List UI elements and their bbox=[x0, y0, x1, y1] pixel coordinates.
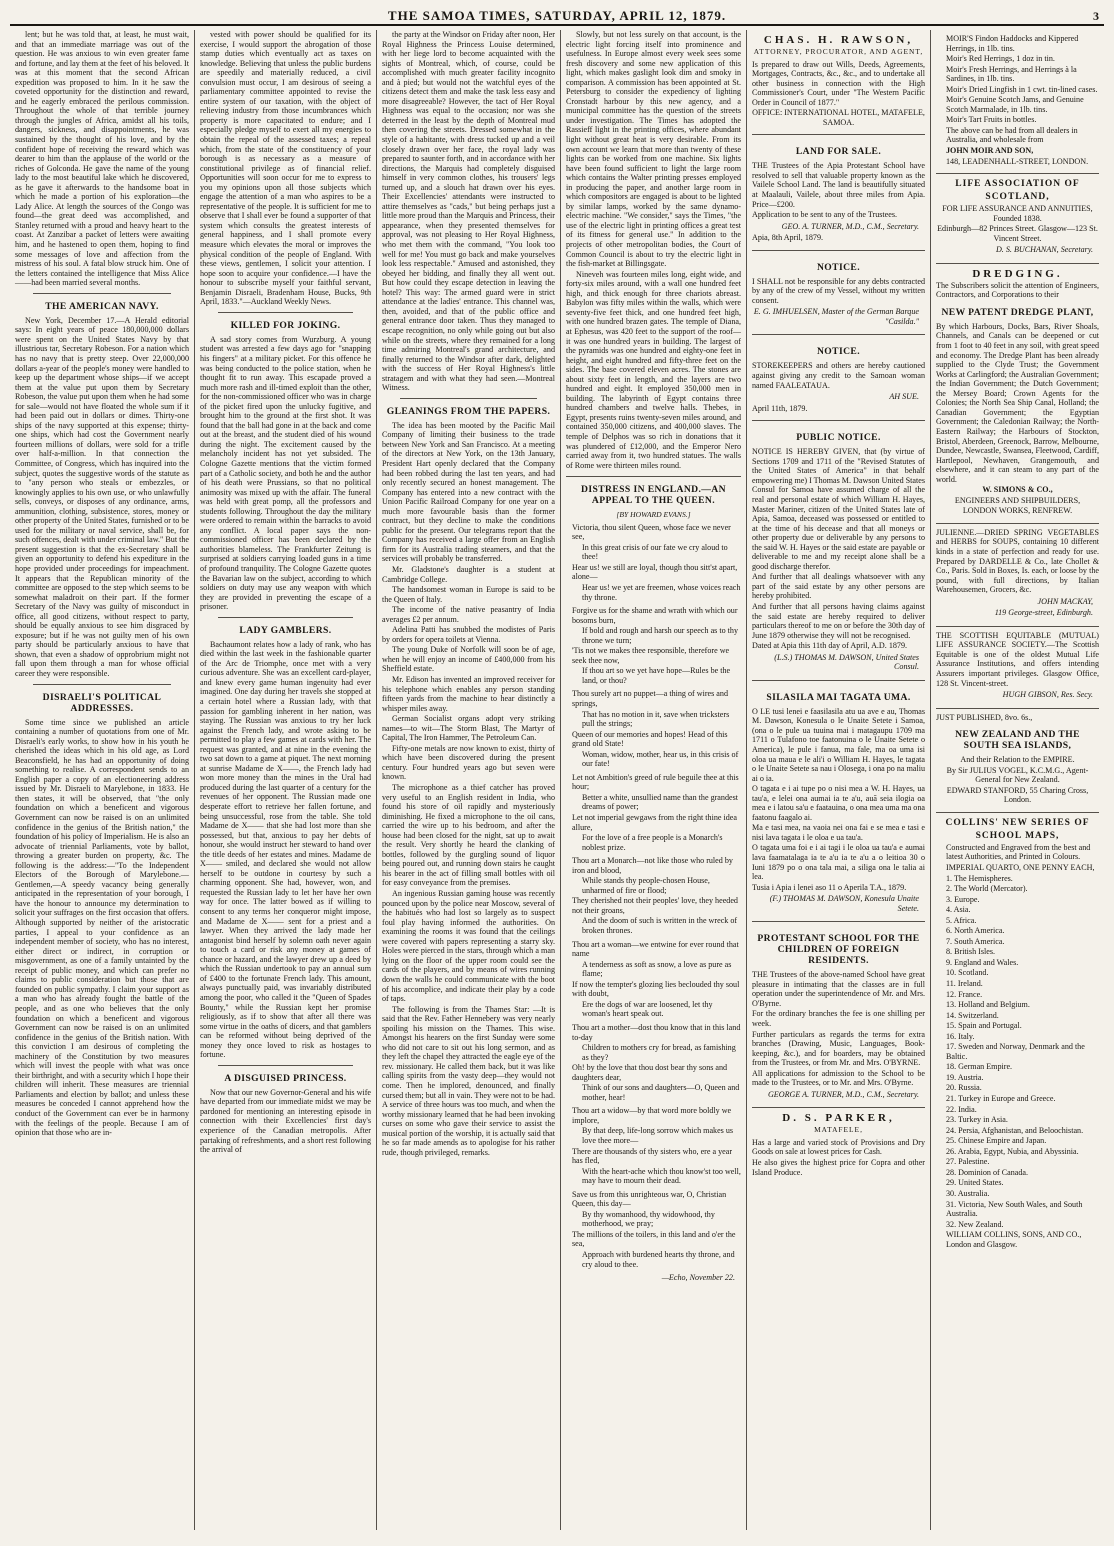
ad-date: April 11th, 1879. bbox=[752, 403, 808, 413]
article-paragraph: Nineveh was fourteen miles long, eight wide, and forty-six miles around, with a wall one hundred feet high, and thick enough for three chariots abreast. Babylon was fifty miles within the walls, which were seventy-five feet thick, and one hundred feet high, with one hundred brazen gates. The temple of Diana, at Ephesus, was 420 feet to the support of the roof—it was one hundred years in building. The largest of the pyramids was one hundred and eighty-one feet in height, and eight hundred and fifty-three feet on the sides. The base covered eleven acres. The stones are about sixty feet in length, and the layers are two hundred and eight. It employed 350,000 men in building. The labyrinth of Egypt contains three hundred chambers and twelve halls. Thebes, in Egypt, presents ruins twenty-seven miles around, and contained 350,000 citizens, and 400,000 slaves. The temple of Delphos was so rich in donations that it was plundered of £12,000, and the Emperor Nero carried away from it, two hundred statues. The walls of Rome were thirteen miles round. bbox=[566, 269, 741, 470]
ad-headline: PROTESTANT SCHOOL FOR THE CHILDREN OF FOREIGN RESIDENTS. bbox=[757, 933, 920, 967]
divider bbox=[400, 398, 537, 399]
poem-line: Woman, widow, mother, hear us, in this crisis of our fate! bbox=[582, 749, 739, 769]
ad-subtitle: IMPERIAL QUARTO, ONE PENNY EACH, bbox=[946, 863, 1095, 872]
list-item: 25. Chinese Empire and Japan. bbox=[946, 1136, 1047, 1146]
ad-signature: EDWARD STANFORD, 55 Charing Cross, London. bbox=[946, 785, 1089, 805]
list-item: 15. Spain and Portugal. bbox=[946, 1021, 1022, 1031]
ad-signature: E. G. IMHUELSEN, Master of the German Barque "Casilda." bbox=[753, 307, 919, 326]
ad-headline: SILASILA MAI TAGATA UMA. bbox=[766, 691, 911, 703]
list-item: 18. German Empire. bbox=[946, 1062, 1013, 1072]
poem-line: There are thousands of thy sisters who, ere a year has fled, bbox=[572, 1146, 733, 1166]
poem-line: That has no motion in it, save when tricksters pull the strings; bbox=[582, 709, 730, 729]
ad-signature: JOHN MACKAY, bbox=[1037, 596, 1093, 606]
article-continuation: vested with power should be qualified for its exercise, I would support the abrogation of those stamp duties which eventually act as taxes on knowledge. Believing that unless the public burdens are speedily and materially reduced, a civil convulsion must occur, I am desirous of seeing a parliamentary committee appointed to revise the entire system of our taxation, with the object of relieving industry from those incumbrances which property is more capacitated to endure; and I especially pledge myself to exert all my energies to obtain the repeal of the assessed taxes; a repeal which, from the state of the constituency of your borough is as necessary as a measure of constitutional privilege as of financial relief. Opportunities will soon occur for me to express to you my opinions upon all those subjects which engage the attention of a man who aspires to be a representative of the people. It is sufficient for me to observe that I shall ever be found a supporter of that system which consults the greatest interests of general happiness, and I shall promote every measure which elevates the moral or improves the physical condition of the people of England. With these views, gentlemen, I solicit your attention. I hope soon to acquire your confidence.—I have the honour to subscribe myself your faithful servant, Benjamin Disraeli, Bradenham House, Bucks, 9th April, 1833."—Auckland Weekly News. bbox=[200, 30, 371, 307]
list-item: 17. Sweden and Norway, Denmark and the Baltic. bbox=[946, 1042, 1085, 1061]
list-item: 27. Palestine. bbox=[946, 1157, 990, 1167]
gleaning-item: The microphone as a thief catcher has proved very useful to an English resident in India, who found his store of oil rapidly and mysteriously diminishing. He fixed a microphone to the oil cans, carried the wire up to his bedroom, and after the house had been closed for the night, sat up to await the result. Very shortly he heard the clanking of bottles, followed by the gurgling sound of liquor being poured out, and running down stairs he caught his bearer in the act of filling small bottles with oil for easy conveyance from the premises. bbox=[382, 783, 555, 888]
ad-body: For the ordinary branches the fee is one shilling per week. bbox=[752, 1009, 925, 1029]
ad-julienne bbox=[936, 524, 1099, 627]
article-continuation: the party at the Windsor on Friday after noon, Her Royal Highness the Princess Louise determined, with her liege lord to become acquainted with the sights of Montreal, which, of course, could be accomplished with much greater facility incognito and à pied; but would not the watchful eyes of the citizens detect them and make the task less easy and more disagreeable? However, the tact of Her Royal Highness was equal to the occasion; nor was she deterred in the least by the depth of Montreal mud then covering the streets. Dressed somewhat in the style of a habitante, with dress tucked up and a veil closely drawn over her face, the royal lady was prepared to saunter forth, and in accordance with her directions, the Marquis had completely disguised himself in very common clothes, his trousers' legs turned up, and a slouch hat drawn over his eyes. Their Excellencies' attendants were instructed to attire themselves as "cads," but being perhaps just a little more proud than the Marquis and Princess, their appearance, when they presented themselves for approval, was not pleasing to Her Royal Highness, who met them with the command, "You look too well for me! You must go back and make yourselves look less respectable." Amused and astonished, they obeyed her bidding, and finally they all went out. But how could they escape detection in leaving the hotel? This way: The armed guard were in strict attendance at the ladies' entrance. This channel was, then, avoided, and that of the public office and general entrance door taken. Thus they managed to escape recognition, no only while going out but also while on the streets, where they remained for a long time admiring Montreal's grand architecture, and finally returned to the Windsor after dark, delighted with the success of Her Royal Highness's little stratagem and with what they had seen.—Montreal Witness. bbox=[382, 30, 555, 393]
ad-body: THE Trustees of the above-named School have great pleasure in intimating that the classes are in full operation under the superintendence of Mr. and Mrs. O'Byrne. bbox=[752, 970, 925, 1008]
ad-signature: (F.) THOMAS M. DAWSON, Konesula Unaite Setete. bbox=[769, 894, 919, 913]
list-item: 30. Australia. bbox=[946, 1188, 990, 1198]
article-continuation: Slowly, but not less surely on that account, is the electric light forcing itself into prominence and usefulness. In Europe almost every week sees some fresh discovery and some new application of this light, which makes gaslight look dim and smoky in comparison. A commission has been appointed at St. Petersburg to consider the expediency of lighting Cronstadt harbour by this new agency, and a municipal committee has the question of the streets under investigation. The Times has adopted the Rassieff light in the printing offices, where abundant light without great heat is very desirable. From its own account we learn that more than twenty of these lights can be worked from one machine. Six lights have been found sufficient to light the large room which contains the Walter printing presses employed in producing the paper, and another large room in which compositors are engaged is about to be lighted by similar lamps, worked by the same dynamo-electric machine. "We consider," says the Times, "the use of the electric light in printing offices a great test of its fitness for general use." In addition to the projects of other metropolitan bodies, the Court of Common Council is about to try the electric light in the fish-market at Billingsgate. bbox=[566, 30, 741, 269]
ad-title: LIFE ASSOCIATION OF SCOTLAND, bbox=[955, 179, 1080, 203]
divider bbox=[33, 293, 171, 294]
ad-subtitle: ATTORNEY, PROCURATOR, AND AGENT, bbox=[753, 47, 924, 56]
ad-headline: LAND FOR SALE. bbox=[795, 146, 882, 158]
maps-list bbox=[936, 874, 1099, 1230]
ad-collins-maps bbox=[936, 813, 1099, 1256]
gleaning-item: The following is from the Thames Star: —It is said that the Rev. Father Hennebery was very nearly spoiling his mission on the Thames. This wise. Amongst his hearers on the first Sunday were some who did not care to sit out his long sermon, and as they left the chapel they attracted the eagle eye of the rev. missionary. He called them back, but it was like calling spirits from the vasty deep—they would not come. Then he implored, denounced, and finally cursed them; but all in vain. They were not to be had. A service of three hours was too much, and when the worthy missionary learned that he had been invoking curses on some who gave their service to assist the musical portion of the worship, it is actually said that he so far made amends as to apologise for his rather rude, though privileged, remarks. bbox=[382, 1004, 555, 1157]
poem-line: Let not Ambition's greed of rule beguile thee at this hour; bbox=[572, 772, 739, 792]
ad-body: The above can be had from all dealers in Australia, and wholesale from bbox=[946, 125, 1078, 145]
ad-headline: NEW PATENT DREDGE PLANT, bbox=[941, 306, 1094, 318]
ad-notice-casilda bbox=[752, 251, 925, 336]
poem-stanza bbox=[566, 1023, 741, 1102]
poem-stanza bbox=[566, 773, 741, 852]
poem-line: Save us from this unrighteous war, O, Christian Queen, this day— bbox=[572, 1189, 727, 1209]
ad-headline: NOTICE. bbox=[816, 261, 861, 273]
headline-lady-gamblers: LADY GAMBLERS. bbox=[239, 624, 332, 636]
ad-address: 119 George-street, Edinburgh. bbox=[994, 608, 1093, 618]
ad-headline: NEW ZEALAND AND THE SOUTH SEA ISLANDS, bbox=[955, 729, 1080, 752]
ad-title: D. S. PARKER, bbox=[782, 1112, 895, 1125]
list-item: 13. Holland and Belgium. bbox=[946, 1000, 1030, 1010]
poem-line: In this great crisis of our fate we cry aloud to thee! bbox=[582, 542, 728, 562]
ad-body: By which Harbours, Docks, Bars, River Shoals, Channels, and Canals can be deepened or cut from 1 foot to 40 feet in any soil, with great speed and economy. The Dredge Plant has been already supplied to the Clyde Trust; the Government Works at Carlingford; the Australian Government; the Indian Government; the Dutch Government; the Mersey Board; Crown Agents for the Colonies; the North Sea Ship Canal, Holland; the Canadian Government; the Egyptian Government; the Caledonian Railway; the North-Eastern Railway; the Harbours of Stockton, Bristol, Aberdeen, Greenock, Barrow, Melbourne, Dundee, Newcastle, Swansea, Fleetwood, Cardiff, Hartlepool, Newhaven, Grangemouth, and elsewhere, and it can steam to any part of the world. bbox=[936, 321, 1099, 484]
list-item: 21. Turkey in Europe and Greece. bbox=[946, 1094, 1056, 1104]
poem-line: Forgive us for the shame and wrath with which our bosoms burn, bbox=[572, 606, 738, 625]
poem-stanza bbox=[566, 1106, 741, 1185]
list-item: 10. Scotland. bbox=[946, 968, 989, 978]
ad-body: THE SCOTTISH EQUITABLE (MUTUAL) LIFE ASSURANCE SOCIETY.—The Scottish Equitable is one of the oldest Mutual Life Assurance Institutions, and offers intending Assurers important privileges. Glasgow Office, 128 St. Vincent-street. bbox=[936, 630, 1099, 688]
ad-body: Application to be sent to any of the Trustees. bbox=[752, 210, 897, 220]
ad-subtitle: FOR LIFE ASSURANCE AND ANNUITIES, Founded 1838. bbox=[942, 204, 1093, 223]
list-item: 12. France. bbox=[946, 989, 983, 999]
poem-line: Thou surely art no puppet—a thing of wires and springs, bbox=[572, 689, 728, 708]
poem-line: Let not imperial gewgaws from the right thine idea allure, bbox=[572, 813, 737, 832]
column-1 bbox=[10, 30, 194, 1530]
poem-line: Thou art a Monarch—not like those who ruled by iron and blood, bbox=[572, 856, 733, 875]
column-6 bbox=[930, 30, 1104, 1530]
divider bbox=[33, 684, 171, 685]
ad-rawson bbox=[752, 30, 925, 135]
ad-date: Dated at Apia this 11th day of April, A.D. 1879. bbox=[752, 641, 908, 651]
list-item: 1. The Hemispheres. bbox=[946, 873, 1013, 883]
poem-line: Hear us! we still are loyal, though thou sitt'st apart, alone— bbox=[572, 562, 738, 582]
ad-date: Tusia i Apia i lenei aso 11 o Aperila T.A., 1879. bbox=[752, 882, 907, 892]
column-3 bbox=[376, 30, 560, 1530]
ad-signature: W. SIMONS & CO., bbox=[982, 485, 1053, 495]
poem bbox=[566, 523, 741, 1269]
ad-public-notice bbox=[752, 421, 925, 681]
poem-stanza bbox=[566, 856, 741, 935]
ad-silasila bbox=[752, 681, 925, 922]
article-paragraph: Bachaumont relates how a lady of rank, who has died within the last week in the fashionable quarter of the Arc de Triomphe, once met with a very curious adventure. She was an excellent card-player, and knew every game human ingenuity had ever imagined. One day during her travels she stopped at a certain hotel where a Russian lady, with that passion for gambling inherent in her nation, was staying. The Russian was anxious to try her luck against the French lady, and wrote asking to be permitted to play a few games at cards with her. The request was granted, and at nine in the evening the two sat down to a game at piquet. The next morning at sunrise Madame de X——, the French lady had won more money than the mines in the Ural had produced during the last quarter of a century for the revenues of her opponent. The Russian made one desperate effort to retrieve her fallen fortune, and being unsuccessful, rose from the table. She told Madame de X—— that she had lost more than she possessed, but that, anxious to pay her debts of honour, she would instruct her steward to hand over the title deeds of her estates and mines. Madame de X—— smiled, and declared she would not allow herself to be outdone in courtesy by such a charming opponent. She had, however, won, and requested the Russian lady to let her have her own way for once. The latter bowed as if willing to consent to any terms her conqueror might impose, and Madame de X—— sent for a priest and a lawyer. When they arrived the lady made her antagonist bind herself by solemn oath never again to touch a card or risk any money at games of chance or hazard, and the lawyer drew up a deed by which the Russian undertook to pay an annual sum of £400 to the fortunate French lady. This amount, always punctually paid, was invariably distributed among the poor, who called it the "Queen of Spades Bounty," while the Russian kept her promise religiously, as if to show that after all there was some virtue in the oaths of dicers, and that gamblers can be reformed without being deprived of the money they once loved to risk as hostages to fortune. bbox=[200, 639, 371, 1060]
poem-stanza bbox=[566, 523, 741, 602]
poem-line: A tenderness as soft as snow, a love as pure as flame; bbox=[582, 959, 732, 979]
column-5 bbox=[746, 30, 930, 1530]
ad-body: O tagata uma foi e i ai tagi i le oloa ua tau'a e aumai lava faamatalaga ia te a'u ia te a'u a o leitioa 30 o Iuni 1879 po o ona tala mai, a siliga ona le talia ai lea. bbox=[752, 843, 925, 882]
ad-body: JUST PUBLISHED, 8vo. 6s., bbox=[936, 712, 1033, 722]
ad-signature: (L.S.) THOMAS M. DAWSON, United States Consul. bbox=[774, 652, 919, 672]
ad-body: THE Trustees of the Apia Protestant School have resolved to sell that valuable property known as the Vailele School Land. The land is beautifully situated at Maalauli, Vailele, about three miles from Apia. Price—£200. bbox=[752, 161, 925, 209]
gleaning-item: Mr. Gladstone's daughter is a student at Cambridge College. bbox=[382, 564, 555, 584]
gleaning-item: Mr. Edison has invented an improved receiver for his telephone which enables any person standing fifteen yards from the machine to hear distinctly a whisper miles away. bbox=[382, 675, 555, 713]
ad-land-for-sale bbox=[752, 135, 925, 250]
gleaning-item: The handsomest woman in Europe is said to be the Queen of Italy. bbox=[382, 585, 555, 604]
poem-line: By that deep, life-long sorrow which makes us love thee more— bbox=[582, 1126, 734, 1145]
poem-line: The millions of the toilers, in this land and o'er the sea, bbox=[572, 1229, 736, 1249]
poem-line: If now the tempter's glozing lies beclouded thy soul with doubt, bbox=[572, 979, 740, 999]
poem-line: Thou art a mother—dost thou know that in this land to-day bbox=[572, 1022, 741, 1042]
ad-address: Edinburgh—82 Princes Street. Glasgow—123 St. Vincent Street. bbox=[937, 224, 1098, 243]
ad-dredging bbox=[936, 264, 1099, 524]
ad-headline: PUBLIC NOTICE. bbox=[796, 432, 881, 444]
ad-body: The Subscribers solicit the attention of Engineers, Contractors, and Corporations to their bbox=[936, 280, 1099, 300]
list-item: 23. Turkey in Asia. bbox=[946, 1115, 1008, 1125]
ad-body: I SHALL not be responsible for any debts contracted by any of the crew of my Vessel, without my written consent. bbox=[752, 276, 925, 305]
ad-body: Ma e tasi mea, na vaoia nei ona fai e se mea e tasi e nisi lava tagata i le oloa e ua tau'a. bbox=[752, 823, 925, 842]
poem-line: Think of our sons and daughters—O, Queen and mother, hear! bbox=[582, 1083, 740, 1102]
list-item: Moir's Dried Lingfish in 1 cwt. tin-lined cases. bbox=[946, 84, 1098, 94]
headline-gleanings: GLEANINGS FROM THE PAPERS. bbox=[386, 405, 551, 417]
ad-title: COLLINS' NEW SERIES OF SCHOOL MAPS, bbox=[945, 817, 1090, 841]
article-continuation: lent; but he was told that, at least, he must wait, and that an immediate marriage was out of the question. He was anxious to win even greater fame and fortune, and lay them at the feet of his beloved. It was at this moment that the second African expedition was proposed to him. In it he saw the coveted opportunity for the distinction and reward, and he eagerly embraced the perilous commission. Throughout the whole of that terrible journey through the jungles of Africa, amidst all his toils, dangers, sickness, and disappointments, he was sustained by the thought of his love, and by the confident hope of receiving the reward which was dearer to him than the applause of the world or the riches of Golconda. He gave the name of the young lady to the most beautiful lake which he discovered, as he gave it afterwards to the handsome boat in which he made a portion of his exploration—the Lady Alice. At length the sources of the Congo was found—the great deed was accomplished, and Stanley returned with a proud and heavy heart to the coast. At Zanzibar a packet of letters were awaiting him, and he hastened to open them, hoping to find some messages of love and affection from the mistress of his soul. A fatal blow struck him. One of the letters contained the intelligence that Miss Alice——had been married several months. bbox=[15, 30, 189, 288]
ad-address: OFFICE: INTERNATIONAL HOTEL, MATAFELE, SAMOA. bbox=[752, 108, 925, 127]
gleaning-item: The young Duke of Norfolk will soon be of age, when he will enjoy an income of £400,000 from his Sheffield estate. bbox=[382, 645, 555, 674]
ad-body: By Sir JULIUS VOGEL, K.C.M.G., Agent-General for New Zealand. bbox=[946, 765, 1089, 785]
list-item: 19. Austria. bbox=[946, 1072, 984, 1082]
poem-line: Approach with burdened hearts thy throne, and cry aloud to thee. bbox=[582, 1249, 735, 1269]
list-item: 6. North America. bbox=[946, 926, 1005, 936]
ad-body: And further that all dealings whatsoever with any part of the said estate by any other persons are hereby prohibited. bbox=[752, 572, 925, 601]
poem-stanza bbox=[566, 606, 741, 685]
poem-line: While stands thy people-chosen House, unharmed of fire or flood; bbox=[582, 876, 710, 895]
poem-line: Thou art a widow—by that word more boldly we implore, bbox=[572, 1106, 732, 1125]
ad-moir bbox=[936, 30, 1099, 174]
ad-body: Has a large and varied stock of Provisions and Dry Goods on sale at lowest prices for Cash. bbox=[752, 1137, 925, 1157]
list-item: 20. Russia. bbox=[946, 1083, 982, 1093]
list-item: Moir's Fresh Herrings, and Herrings à la Sardines, in 1lb. tins. bbox=[946, 64, 1077, 84]
gleaning-item: Adelina Patti has snubbed the modistes of Paris by orders for opera toilets at Vienna. bbox=[382, 625, 555, 644]
ad-notice-storekeepers bbox=[752, 335, 925, 421]
moir-product-list bbox=[936, 34, 1099, 125]
poem-line: Children to mothers cry for bread, as famishing as they? bbox=[582, 1043, 736, 1062]
list-item: 24. Persia, Afghanistan, and Beloochistan. bbox=[946, 1125, 1084, 1135]
article-paragraph: Some time since we published an article containing a number of quotations from one of Mr. Disraeli's early works, to show how in his youth he cherished the ideas which in his old age, as Lord Beaconsfield, he has had an opportunity of doing something to realise. A correspondent sends to an English paper a copy of an electioneering address issued by Mr. Disraeli to Marylebone, in 1833. He then states, it will be observed, that "the only foundation on which a beneficent and vigorous Government can now be raised is on an unlimited confidence in the genius of the British nation," the foundation of his policy of Imperialism. He is also an advocate of triennial Parliaments, vote by ballot, throwing a greater burden on property, &c. The following is the address:—"To the Independent Electors of the Borough of Marylebone.—Gentlemen,—A speedy vacancy being generally anticipated in the representation of your borough, I have the honour to announce my determination to solicit your suffrages on the first occasion that offers. Although supported by neither of the aristocratic parties, I appeal to your confidence as an independent member of society, who has no interest, either direct or indirect, in corruption or misgovernment, as one of a family untainted by the receipt of public money, and which can prefer no claims to public consideration but those that are founded on public sympathy. I claim your support as a man who has already fought the battle of the people, and as one who believes that the only foundation on which a beneficent and vigorous Government can now be raised is on an unlimited confidence in the genius of the British nation. With this conviction I am desirous of completing the machinery of the Constitution by two measures which will invest the people with what was once their birthright, and with a security which I hope their children will inherit. These measures are triennial Parliaments and election by ballot; and unless these measures be conceded I cannot apprehend how the conduct of the Government can ever be in harmony with the feelings of the people. Because I am of opinion that those who are in- bbox=[15, 717, 189, 1138]
ad-body: NOTICE IS HEREBY GIVEN, that (by virtue of Sections 1709 and 1711 of the "Revised Statutes of the United States of America" in that behalf empowering me) I Thomas M. Dawson United States Consul for Samoa have assumed charge of all the real and personal estate of which William H. Hayes, Master Mariner, citizen of the United States late of Apia, Samoa, deceased was possessed or entitled to at the time of his decease and that all moneys or other property due or deliverable by any persons to the said W. H. Hayes or the said estate are payable or deliverable to me and my receipt alone shall be a good discharge therefor. bbox=[752, 447, 925, 571]
list-item: 32. New Zealand. bbox=[946, 1219, 1004, 1229]
ad-parker bbox=[752, 1108, 925, 1184]
ad-signature: GEO. A. TURNER, M.D., C.M., Secretary. bbox=[781, 221, 919, 231]
list-item: 8. British Isles. bbox=[946, 947, 996, 957]
poem-line: And the doom of such is written in the wreck of broken thrones. bbox=[582, 916, 738, 936]
list-item: 4. Asia. bbox=[946, 905, 971, 915]
article-paragraph: Now that our new Governor-General and his wife have departed from our immediate midst we may be pardoned for mentioning an interesting episode in connection with their Excellencies' first day's experience of the Canadian metropolis. After partaking of refreshments, and a short rest following the arrival of bbox=[200, 1087, 371, 1155]
ad-body: And their Relation to the EMPIRE. bbox=[960, 755, 1075, 765]
poem-line: They cherished not their peoples' love, they heeded not their groans, bbox=[572, 896, 738, 915]
list-item: 11. Ireland. bbox=[946, 979, 983, 989]
poem-stanza bbox=[566, 689, 741, 768]
ad-signature: D. S. BUCHANAN, Secretary. bbox=[995, 245, 1093, 255]
list-item: Moir's Tart Fruits in bottles. bbox=[946, 115, 1037, 125]
list-item: 29. United States. bbox=[946, 1178, 1004, 1188]
headline-american-navy: THE AMERICAN NAVY. bbox=[45, 300, 159, 312]
poem-line: Queen of our memories and hopes! Head of this grand old State! bbox=[572, 729, 728, 749]
ad-body: All applications for admission to the School to be made to the Trustees, or to Mr. and Mrs. O'Byrne. bbox=[752, 1068, 925, 1088]
ad-address: LONDON WORKS, RENFREW. bbox=[962, 506, 1073, 516]
ad-headline: NOTICE. bbox=[816, 346, 861, 358]
ad-scottish-equitable bbox=[936, 627, 1099, 709]
column-2 bbox=[194, 30, 376, 1530]
poem-stanza bbox=[566, 1190, 741, 1269]
list-item: 26. Arabia, Egypt, Nubia, and Abyssinia. bbox=[946, 1146, 1079, 1156]
article-paragraph: New York, December 17.—A Herald editorial says: In eight years of peace 180,000,000 dollars were spent on the United States Navy by that illustrious tar, Secretary Robeson. For a nation which has no navy that is pretty steep. Over 22,000,000 dollars a-year of the people's money were handled to keep up the department whose ships—if we accept them at the value put upon them by Secretary Robeson, the value put upon them when he had some for sale—would not have floated the whole sum if it had been paid out in dollars or dimes. Thirty-one ships of the navy supported at this expense; thirty-one ships, which had cost the Government nearly fourteen millions of dollars, were sold for a trifle over half-a-million. In that connection the Committee, of Congress, which has inquired into the subject, quotes the suggestive words of the statute as to "any person who steals or embezzles, or knowingly applies to his own use, or who unlawfully sells, conveys, or disposes of any ordinance, arms, ammunition, clothing, subsistence, stores, money or other property of the United States, furnished or to be used for the military or naval service, shall be, for such offences, dealt with under criminal law." But the present suggestion is that the ex-Secretary shall be given an opportunity to defend his expediture in the hope provided under proceedings for impeachment. It appears that the Republican minority of the committee are opposed to the step which seems to be somewhat maladroit on their part. If the former Secretary of the Navy was guilty of misconduct in office, all good citizens, without respect to party, should be equally anxious to see him disgraced by exposure; but if he was not guilty men of his own party should be particularly anxious to have that shown, that even a shadow of opprobrium might not fall upon them through a man for whose official career they were responsible. bbox=[15, 315, 189, 678]
divider bbox=[566, 476, 741, 477]
ad-body: And further that all persons having claims against the said estate are hereby required to deliver particulars thereof to me on or before the 30th day of June 1879 otherwise they will not be recognised. bbox=[752, 601, 925, 640]
poem-line: Oh! by the love that thou dost bear thy sons and daughters dear, bbox=[572, 1063, 728, 1082]
list-item: 2. The World (Mercator). bbox=[946, 884, 1028, 894]
poem-stanza bbox=[566, 940, 741, 1019]
divider bbox=[218, 1065, 353, 1066]
list-item: 3. Europe. bbox=[946, 894, 980, 904]
gleaning-item: German Socialist organs adopt very striking names—to wit—The Storm Blast, The Martyr of Capital, The Iron Hammer, The Petroleum Can. bbox=[382, 714, 555, 743]
divider bbox=[218, 312, 353, 313]
divider bbox=[218, 617, 353, 618]
ad-subtitle: MATAFELE, bbox=[814, 1125, 863, 1135]
ad-body: Is prepared to draw out Wills, Deeds, Agreements, Mortgages, Contracts, &c., &c., and to undertake all other business in connection with the High Commissioner's Court, under "The Western Pacific Order in Council of 1877." bbox=[752, 59, 925, 107]
ad-protestant-school bbox=[752, 922, 925, 1108]
article-paragraph: A sad story comes from Wurzburg. A young student was arrested a few days ago for "snapping his fingers" at a military picket. For this offence he was being conducted to the police station, when he thought fit to run away. This escapade proved a much more rash and ill-timed exploit than the other, for the non-commissioned officer who was in charge of the picket fired upon the unlucky fugitive, and brought him to the ground at the first shot. It was found that the ball had gone in at the back and come out at the breast, and the student died of his wound during the night. The excitement caused by the melancholy incident has not yet subsided. The Cologne Gazette mentions that the victim formed part of a Catholic society, and both he and the author of his death were Prussians, so that no political animosity was mixed up with the affair. The funeral was held with great pomp, all the professors and students following. Throughout the day the military were ordered to remain within the barracks to avoid any conflict. A local paper says the non-commissioned officer has been declared by the authorities blameless. The Frankfurter Zeitung is surprised at soldiers carrying loaded guns in a time of profound tranquility. The Cologne Gazette quotes the Bavarian law on the subject, according to which soldiers on duty may use any weapon with which they are provided in preventing the escape of a prisoner. bbox=[200, 334, 371, 612]
poem-line: With the heart-ache which thou know'st too well, may have to mourn their dead. bbox=[582, 1166, 741, 1186]
poem-line: Better a white, unsullied name than the grandest dreams of power; bbox=[582, 792, 738, 812]
ad-signature: WILLIAM COLLINS, SONS, AND CO., London and Glasgow. bbox=[946, 1230, 1082, 1249]
poem-source: —Echo, November 22. bbox=[661, 1273, 735, 1283]
list-item: 5. Africa. bbox=[946, 915, 977, 925]
headline-disguised-princess: A DISGUISED PRINCESS. bbox=[224, 1072, 347, 1084]
ad-body: O LE tusi lenei e faasilasila atu ua ave e au, Thomas M. Dawson, Konesula o le Unaite Setete i Samoa, (ona o le pule ua tuuina mai i matagaupu 1709 ma 1711 o Tulafono toe faatonuina o le Unaite Setete o America), le pule i fanua, ma fale, ma oa uma isi oloa ua maua e le ali'i o William H. Hayes, le tagata o le Unaite Setete sa nau i Olosega, i ona po na maliu ai o ia. bbox=[752, 706, 925, 783]
poem-line: Thou art a woman—we entwine for ever round that name bbox=[572, 939, 739, 959]
ad-body: He also gives the highest price for Copra and other Island Produce. bbox=[752, 1158, 925, 1177]
ad-new-zealand-book bbox=[936, 709, 1099, 813]
list-item: 28. Dominion of Canada. bbox=[946, 1167, 1029, 1177]
ad-date: Apia, 8th April, 1879. bbox=[752, 233, 824, 243]
ad-body: O tagata e i ai tupe po o nisi mea a W. H. Hayes, ua tau'a, e lelei ona aumai ia te a'u, auā seia ilogia oa mea e i latou sa'u e faatauina, o ona mea uma ma ona faatonu faagalo ai. bbox=[752, 784, 925, 822]
ad-address: 148, LEADENHALL-STREET, LONDON. bbox=[946, 156, 1089, 166]
ad-signature: HUGH GIBSON, Res. Secy. bbox=[1002, 690, 1093, 700]
page-number: 3 bbox=[1093, 9, 1100, 23]
poem-line: If bold and rough and harsh our speech as to thy throne we turn; bbox=[582, 626, 738, 645]
ad-title: CHAS. H. RAWSON, bbox=[763, 34, 914, 46]
ad-body: Further particulars as regards the terms for extra branches (Drawing, Music, Languages, Book-keeping, &c.), and for boarders, may be obtained from the Trustees, or from Mr. and Mrs. O'BYRNE. bbox=[752, 1029, 925, 1068]
ad-body: STOREKEEPERS and others are hereby cautioned against giving any credit to the Samoan woman named FAALEATAUA. bbox=[752, 361, 925, 390]
poem-line: Hear us! we yet are freemen, whose voices reach thy throne. bbox=[582, 582, 741, 602]
poem-line: If thou art so we yet have hope—Rules be the land, or thou? bbox=[582, 666, 731, 685]
columns bbox=[10, 30, 1104, 1530]
gleaning-item: An ingenious Russian gaming house was recently pounced upon by the police near Moscow, several of the habitués who had lost so largely as to suspect foul play having informed the authorities. On examining the rooms it was found that the ceilings were covered with papers representing a starry sky. Holes were pierced in the stars, through which a man lying on the floor of the upper room could see the cards of the players, and by means of wires running down the walls he could communicate with the boot of his accomplice, and indicate their play by a code of taps. bbox=[382, 889, 555, 1004]
ad-body: Constructed and Engraved from the best and latest Authorities, and Printed in Colours. bbox=[946, 842, 1091, 862]
poem-line: For the love of a free people is a Monarch's noblest prize. bbox=[582, 833, 723, 852]
ad-signature: GEORGE A. TURNER, M.D., C.M., Secretary. bbox=[767, 1089, 919, 1099]
list-item: Moir's Genuine Scotch Jams, and Genuine Scotch Marmalade, in 1lb. tins. bbox=[946, 95, 1084, 114]
list-item: 9. England and Wales. bbox=[946, 957, 1019, 967]
ad-life-association bbox=[936, 174, 1099, 264]
list-item: 7. South America. bbox=[946, 936, 1005, 946]
list-item: Moir's Red Herrings, 1 doz in tin. bbox=[946, 54, 1055, 64]
poem-line: Ere the dogs of war are loosened, let thy woman's heart speak out. bbox=[582, 999, 713, 1019]
gleaning-item: The income of the native peasantry of India averages £2 per annum. bbox=[382, 605, 555, 624]
ad-signature: JOHN MOIR AND SON, bbox=[946, 146, 1034, 156]
masthead bbox=[10, 8, 1104, 26]
ad-body: JULIENNE.—DRIED SPRING VEGETABLES and HERBS for SOUPS, containing 10 different kinds in a state of perfection and ready for use. Prepared by DARDELLE & Co., late Chollet & Co., Paris. Sold in Boxes, Is. each, or loose by the pound, with full directions, by Italian Warehousemen, Grocers, &c. bbox=[936, 527, 1099, 595]
ad-title: DREDGING. bbox=[972, 267, 1063, 280]
masthead-title: THE SAMOA TIMES, SATURDAY, APRIL 12, 1879. bbox=[387, 8, 727, 23]
list-item: 16. Italy. bbox=[946, 1031, 975, 1041]
poem-line: 'Tis not we makes thee responsible, therefore we seek thee now, bbox=[572, 646, 730, 665]
column-4 bbox=[560, 30, 746, 1530]
poem-line: Victoria, thou silent Queen, whose face we never see, bbox=[572, 522, 731, 542]
gleaning-item: Fifty-one metals are now known to exist, thirty of which have been discovered during the present century. Four hundred years ago but seven were known. bbox=[382, 743, 555, 782]
list-item: 31. Victoria, New South Wales, and South Australia. bbox=[946, 1199, 1083, 1219]
poem-line: By thy womanhood, thy widowhood, thy motherhood, we pray; bbox=[582, 1209, 715, 1229]
list-item: 14. Switzerland. bbox=[946, 1010, 999, 1020]
ad-subtitle: ENGINEERS AND SHIPBUILDERS, bbox=[954, 495, 1081, 505]
headline-disraeli: DISRAELI'S POLITICAL ADDRESSES. bbox=[42, 691, 162, 714]
ad-signature: AH SUE. bbox=[889, 392, 919, 402]
headline-distress-in-england: DISTRESS IN ENGLAND.—AN APPEAL TO THE QUEEN. bbox=[581, 484, 726, 507]
list-item: 22. India. bbox=[946, 1104, 977, 1114]
gleaning-item: The idea has been mooted by the Pacific Mail Company of limiting their business to the trade between New York and San Francisco. At a meeting of the directors at New York, on the 13th January, President Hart openly declared that the Company had been robbed during the last ten years, and had only recently secured an honest management. The Company has entered into a new contract with the Union Pacific Railroad Company for one year on a much more favourable basis than the former contract, but they decline to make the conditions public for the present. Our telegrams report that the Company has received a large offer from an English firm for its Australia trading steamers, and that the services will probably be transferred. bbox=[382, 420, 555, 564]
list-item: MOIR'S Findon Haddocks and Kippered Herrings, in 1lb. tins. bbox=[946, 34, 1079, 53]
headline-killed-for-joking: KILLED FOR JOKING. bbox=[230, 319, 341, 331]
byline: [BY HOWARD EVANS.] bbox=[616, 510, 691, 520]
